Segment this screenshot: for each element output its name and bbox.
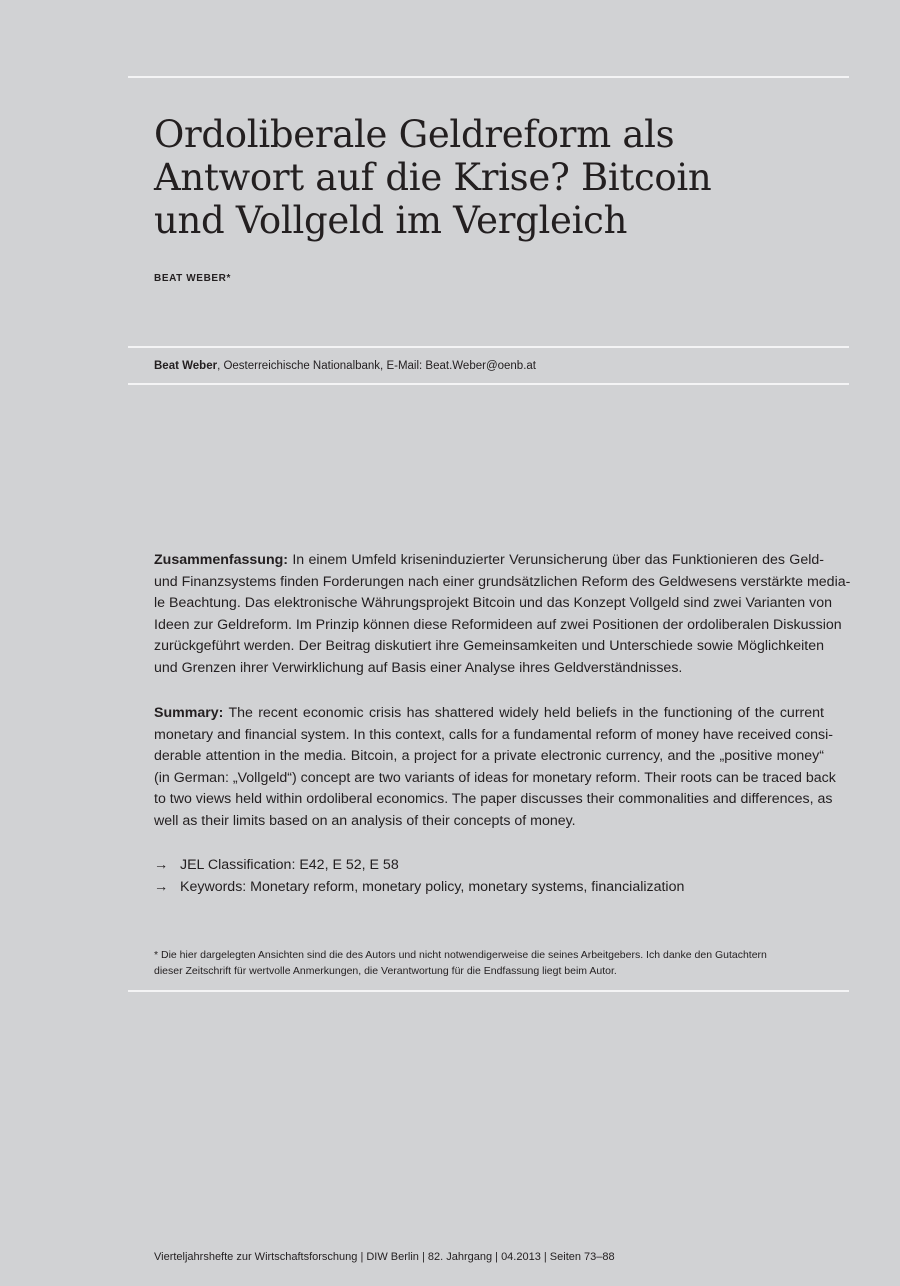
classification-block (154, 854, 684, 898)
author-name: BEAT WEBER* (154, 273, 231, 284)
abstract-line: und Finanzsystems finden Forderungen nach einer grundsätzlichen Reform des Geldwesens verstärkte media- (154, 573, 851, 590)
top-rule (128, 76, 849, 78)
abstract-line: le Beachtung. Das elektronische Währungsprojekt Bitcoin und das Konzept Vollgeld sind zwei Varianten von (154, 595, 832, 611)
abstract-english (154, 703, 836, 832)
footnote (154, 947, 814, 979)
keywords-text: Keywords: Monetary reform, monetary policy, monetary systems, financialization (180, 879, 685, 895)
abstract-line: derable attention in the media. Bitcoin, a project for a private electronic currency, and the „positive money“ (154, 748, 824, 764)
abstract-line: und Grenzen ihrer Verwirklichung auf Basis einer Analyse ihres Geldverständnisses. (154, 659, 683, 676)
abstract-line: zurückgeführt werden. Der Beitrag diskutiert ihre Gemeinsamkeiten und Unterschiede sowie Möglichkeiten (154, 638, 824, 654)
footnote-bottom-rule (128, 990, 849, 992)
title-line: Ordoliberale Geldreform als (154, 113, 675, 156)
jel-text: JEL Classification: E42, E 52, E 58 (180, 857, 399, 873)
affiliation-details: , Oesterreichische Nationalbank, E-Mail: Beat.Weber@oenb.at (217, 360, 536, 372)
author-affiliation (154, 359, 536, 374)
footnote-line: * Die hier dargelegten Ansichten sind die des Autors und nicht notwendigerweise die seines Arbeitgebers. Ich danke den Gutachtern (154, 949, 767, 961)
abstract-line: Ideen zur Geldreform. Im Prinzip können diese Reformideen auf zwei Positionen der ordoliberalen Diskussion (154, 616, 842, 633)
abstract-english-label: Summary: (154, 705, 224, 721)
abstract-german-label: Zusammenfassung: (154, 552, 289, 568)
abstract-line: (in German: „Vollgeld“) concept are two variants of ideas for monetary reform. Their roots can be traced back (154, 769, 836, 786)
abstract-line: The recent economic crisis has shattered widely held beliefs in the functioning of the current (223, 705, 824, 721)
abstract-german (154, 550, 851, 679)
keywords (154, 876, 684, 898)
abstract-line: to two views held within ordoliberal economics. The paper discusses their commonalities and differences, as (154, 791, 833, 807)
jel-classification (154, 854, 684, 876)
journal-footer: Vierteljahrshefte zur Wirtschaftsforschung | DIW Berlin | 82. Jahrgang | 04.2013 | Seiten 73–88 (154, 1251, 615, 1263)
abstract-line: monetary and financial system. In this context, calls for a fundamental reform of money have received consi- (154, 726, 833, 743)
affiliation-name: Beat Weber (154, 360, 218, 372)
footnote-line: dieser Zeitschrift für wertvolle Anmerkungen, die Verantwortung für die Endfassung liegt beim Autor. (154, 965, 617, 977)
affiliation-bottom-rule (128, 383, 849, 385)
affiliation-top-rule (128, 346, 849, 348)
title-line: und Vollgeld im Vergleich (154, 199, 628, 242)
arrow-right-icon: → (154, 879, 169, 895)
article-title (154, 113, 794, 242)
arrow-right-icon: → (154, 857, 169, 873)
abstract-line: well as their limits based on an analysis of their concepts of money. (154, 812, 576, 829)
abstract-line: In einem Umfeld kriseninduzierter Verunsicherung über das Funktionieren des Geld- (288, 552, 824, 568)
title-line: Antwort auf die Krise? Bitcoin (154, 156, 712, 199)
